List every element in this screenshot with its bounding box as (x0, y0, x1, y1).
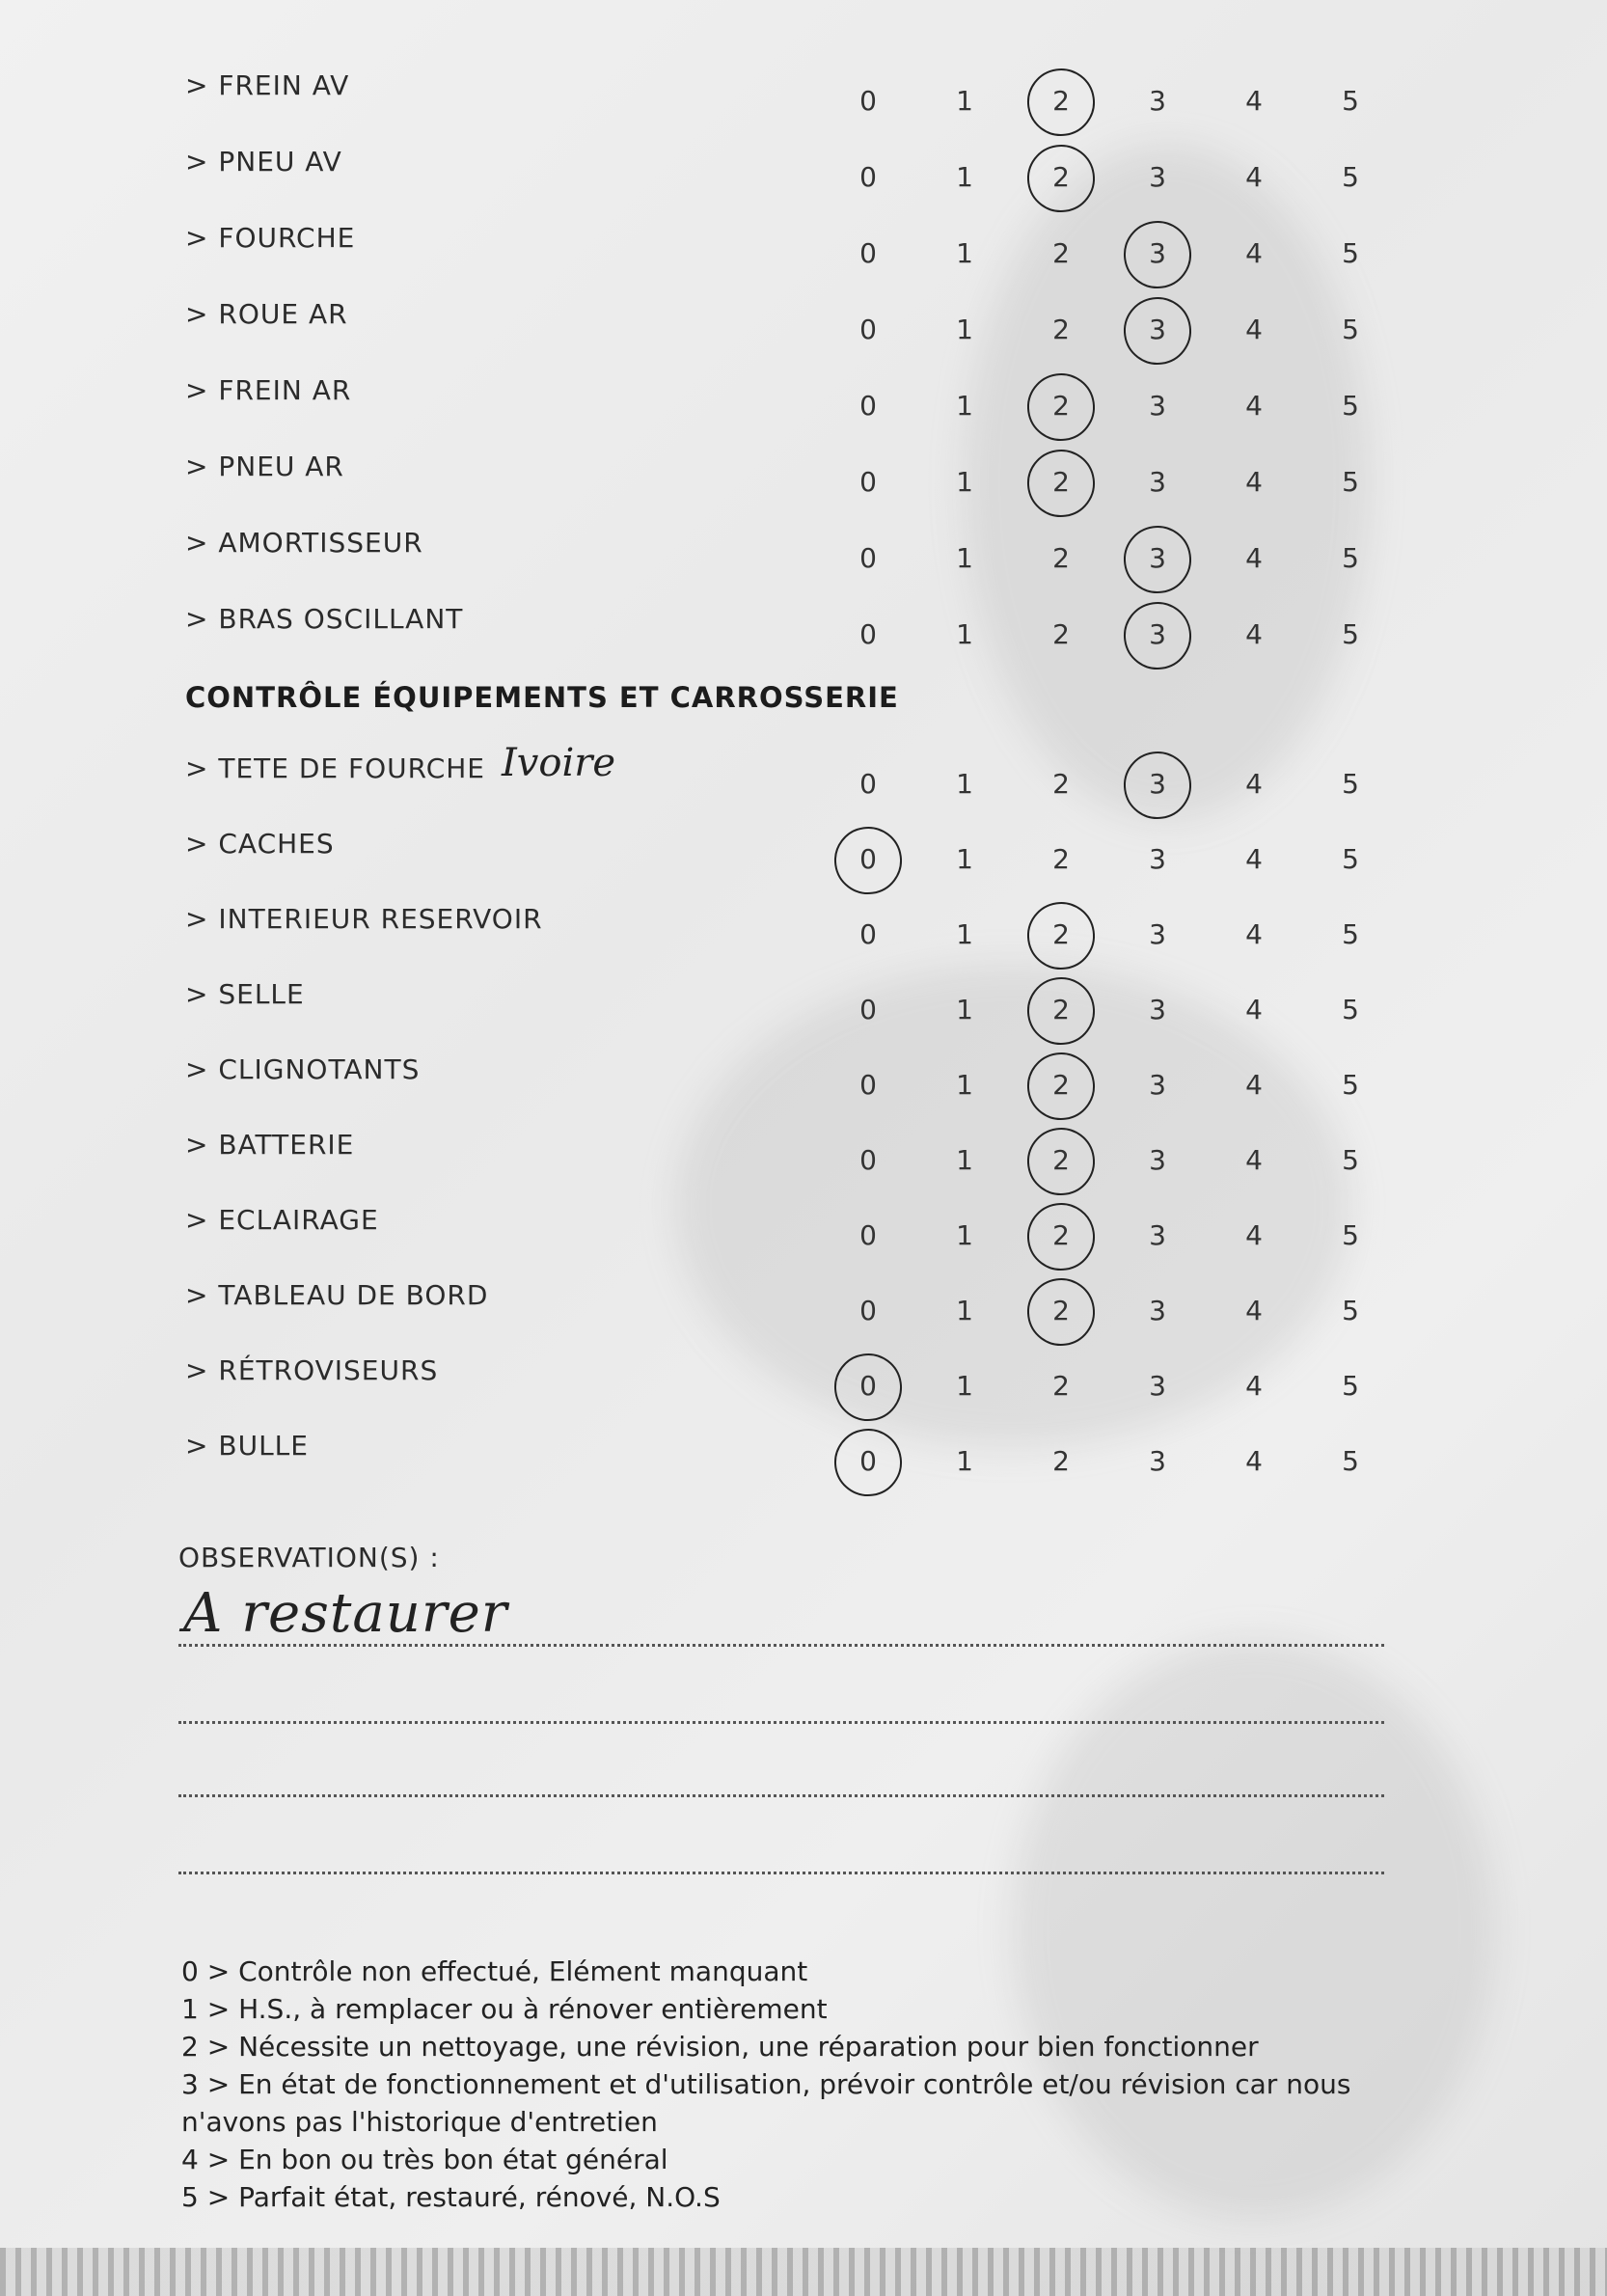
checklist-item-label: > CACHES (185, 828, 335, 860)
rating-option: 2 (1052, 918, 1070, 950)
rating-option: 4 (1245, 618, 1263, 650)
rating-option: 1 (956, 1144, 973, 1176)
rating-option: 0 (859, 390, 877, 422)
section-title: CONTRÔLE ÉQUIPEMENTS ET CARROSSERIE (185, 681, 899, 714)
rating-option: 3 (1149, 618, 1166, 650)
checklist-item-label: > TETE DE FOURCHE (185, 752, 485, 784)
rating-option: 3 (1149, 1370, 1166, 1402)
rating-option: 3 (1149, 843, 1166, 875)
observation-line (178, 1644, 1384, 1647)
rating-option: 5 (1342, 1069, 1359, 1101)
rating-option: 3 (1149, 161, 1166, 193)
rating-option: 5 (1342, 1370, 1359, 1402)
legend-line: 5 > Parfait état, restauré, rénové, N.O.S (181, 2181, 721, 2213)
rating-option: 0 (859, 237, 877, 269)
rating-option: 4 (1245, 1370, 1263, 1402)
rating-option: 2 (1052, 618, 1070, 650)
rating-option: 3 (1149, 768, 1166, 800)
checklist-item-label: > BATTERIE (185, 1129, 355, 1161)
checklist-item-label: > ROUE AR (185, 298, 348, 330)
checklist-item-label: > SELLE (185, 978, 305, 1010)
rating-option: 4 (1245, 161, 1263, 193)
rating-selected-circle (1022, 897, 1099, 973)
rating-option: 1 (956, 314, 973, 345)
rating-selected-circle (1022, 64, 1099, 140)
rating-option: 4 (1245, 1295, 1263, 1326)
checklist-item-label: > INTERIEUR RESERVOIR (185, 903, 543, 935)
rating-option: 2 (1052, 768, 1070, 800)
legend (181, 1953, 1397, 2216)
rating-option: 0 (859, 1069, 877, 1101)
rating-option: 0 (859, 1144, 877, 1176)
rating-option: 1 (956, 1219, 973, 1251)
rating-option: 3 (1149, 314, 1166, 345)
rating-option: 4 (1245, 542, 1263, 574)
rating-option: 3 (1149, 1295, 1166, 1326)
rating-option: 1 (956, 390, 973, 422)
rating-option: 4 (1245, 237, 1263, 269)
rating-option: 3 (1149, 1445, 1166, 1477)
rating-option: 2 (1052, 161, 1070, 193)
rating-option: 0 (859, 994, 877, 1025)
rating-option: 3 (1149, 1069, 1166, 1101)
rating-option: 5 (1342, 994, 1359, 1025)
rating-option: 4 (1245, 314, 1263, 345)
rating-option: 3 (1149, 918, 1166, 950)
rating-option: 0 (859, 618, 877, 650)
rating-option: 2 (1052, 843, 1070, 875)
rating-option: 5 (1342, 466, 1359, 498)
rating-option: 2 (1052, 85, 1070, 117)
rating-option: 3 (1149, 390, 1166, 422)
rating-option: 5 (1342, 1219, 1359, 1251)
rating-option: 1 (956, 542, 973, 574)
rating-option: 5 (1342, 618, 1359, 650)
checklist-item-label: > PNEU AV (185, 146, 342, 178)
rating-option: 2 (1052, 1295, 1070, 1326)
checklist-item-label: > AMORTISSEUR (185, 527, 423, 559)
rating-option: 4 (1245, 1069, 1263, 1101)
rating-option: 4 (1245, 466, 1263, 498)
checklist-item-label: > PNEU AR (185, 451, 344, 482)
legend-line: 0 > Contrôle non effectué, Elément manquant (181, 1955, 808, 1987)
rating-option: 0 (859, 843, 877, 875)
rating-option: 1 (956, 918, 973, 950)
rating-option: 2 (1052, 390, 1070, 422)
rating-option: 1 (956, 1069, 973, 1101)
rating-option: 1 (956, 85, 973, 117)
rating-option: 2 (1052, 314, 1070, 345)
rating-selected-circle (830, 822, 906, 898)
observation-line (178, 1794, 1384, 1797)
rating-option: 3 (1149, 1219, 1166, 1251)
checklist-item-label: > RÉTROVISEURS (185, 1354, 439, 1386)
observations-title: OBSERVATION(S) : (178, 1542, 440, 1573)
rating-option: 1 (956, 161, 973, 193)
checklist-item-label: > FREIN AR (185, 374, 352, 406)
rating-option: 4 (1245, 768, 1263, 800)
legend-line: 4 > En bon ou très bon état général (181, 2144, 668, 2175)
checklist-item-label: > ECLAIRAGE (185, 1204, 379, 1236)
checklist-item-label: > FREIN AV (185, 69, 350, 101)
checklist-item-label: > BULLE (185, 1430, 309, 1462)
rating-option: 5 (1342, 314, 1359, 345)
rating-option: 4 (1245, 85, 1263, 117)
rating-option: 5 (1342, 1445, 1359, 1477)
rating-option: 2 (1052, 237, 1070, 269)
rating-option: 2 (1052, 1445, 1070, 1477)
rating-option: 1 (956, 466, 973, 498)
rating-option: 1 (956, 1295, 973, 1326)
rating-option: 0 (859, 1295, 877, 1326)
rating-option: 5 (1342, 85, 1359, 117)
rating-option: 2 (1052, 466, 1070, 498)
rating-option: 3 (1149, 994, 1166, 1025)
rating-option: 0 (859, 161, 877, 193)
checklist-item-label: > TABLEAU DE BORD (185, 1279, 489, 1311)
rating-option: 0 (859, 1219, 877, 1251)
rating-option: 2 (1052, 1144, 1070, 1176)
rating-option: 5 (1342, 918, 1359, 950)
checklist-item-label: > CLIGNOTANTS (185, 1053, 421, 1085)
rating-option: 1 (956, 237, 973, 269)
rating-option: 0 (859, 466, 877, 498)
rating-option: 1 (956, 843, 973, 875)
rating-option: 0 (859, 918, 877, 950)
observation-line (178, 1872, 1384, 1874)
rating-option: 0 (859, 85, 877, 117)
rating-option: 5 (1342, 843, 1359, 875)
handwritten-note: Ivoire (502, 741, 616, 785)
rating-option: 5 (1342, 1295, 1359, 1326)
rating-option: 0 (859, 768, 877, 800)
checklist-item-label: > FOURCHE (185, 222, 356, 254)
rating-option: 4 (1245, 1219, 1263, 1251)
rating-option: 1 (956, 1445, 973, 1477)
rating-option: 1 (956, 1370, 973, 1402)
rating-option: 4 (1245, 1144, 1263, 1176)
rating-option: 2 (1052, 994, 1070, 1025)
rating-option: 1 (956, 618, 973, 650)
rating-option: 5 (1342, 1144, 1359, 1176)
binder-strip (0, 2248, 1607, 2296)
rating-option: 5 (1342, 768, 1359, 800)
rating-option: 4 (1245, 843, 1263, 875)
legend-line: 1 > H.S., à remplacer ou à rénover entièrement (181, 1993, 828, 2025)
rating-option: 4 (1245, 994, 1263, 1025)
rating-option: 0 (859, 542, 877, 574)
rating-option: 0 (859, 1445, 877, 1477)
rating-option: 5 (1342, 542, 1359, 574)
rating-option: 0 (859, 314, 877, 345)
rating-option: 5 (1342, 161, 1359, 193)
rating-option: 4 (1245, 1445, 1263, 1477)
rating-option: 3 (1149, 466, 1166, 498)
rating-option: 1 (956, 768, 973, 800)
rating-option: 2 (1052, 1069, 1070, 1101)
rating-selected-circle (830, 1424, 906, 1500)
rating-option: 3 (1149, 85, 1166, 117)
observation-line (178, 1721, 1384, 1724)
rating-option: 2 (1052, 1219, 1070, 1251)
rating-option: 4 (1245, 390, 1263, 422)
rating-option: 0 (859, 1370, 877, 1402)
rating-option: 5 (1342, 237, 1359, 269)
rating-option: 4 (1245, 918, 1263, 950)
rating-option: 2 (1052, 1370, 1070, 1402)
rating-option: 3 (1149, 1144, 1166, 1176)
rating-option: 3 (1149, 542, 1166, 574)
legend-line: 3 > En état de fonctionnement et d'utilisation, prévoir contrôle et/ou révision car nous n'avons pas l'historique d'entretien (181, 2068, 1351, 2138)
checklist-item-label: > BRAS OSCILLANT (185, 603, 464, 635)
observations-handwritten: A restaurer (183, 1582, 508, 1645)
legend-line: 2 > Nécessite un nettoyage, une révision, une réparation pour bien fonctionner (181, 2031, 1259, 2063)
rating-option: 1 (956, 994, 973, 1025)
rating-option: 5 (1342, 390, 1359, 422)
rating-option: 2 (1052, 542, 1070, 574)
rating-option: 3 (1149, 237, 1166, 269)
